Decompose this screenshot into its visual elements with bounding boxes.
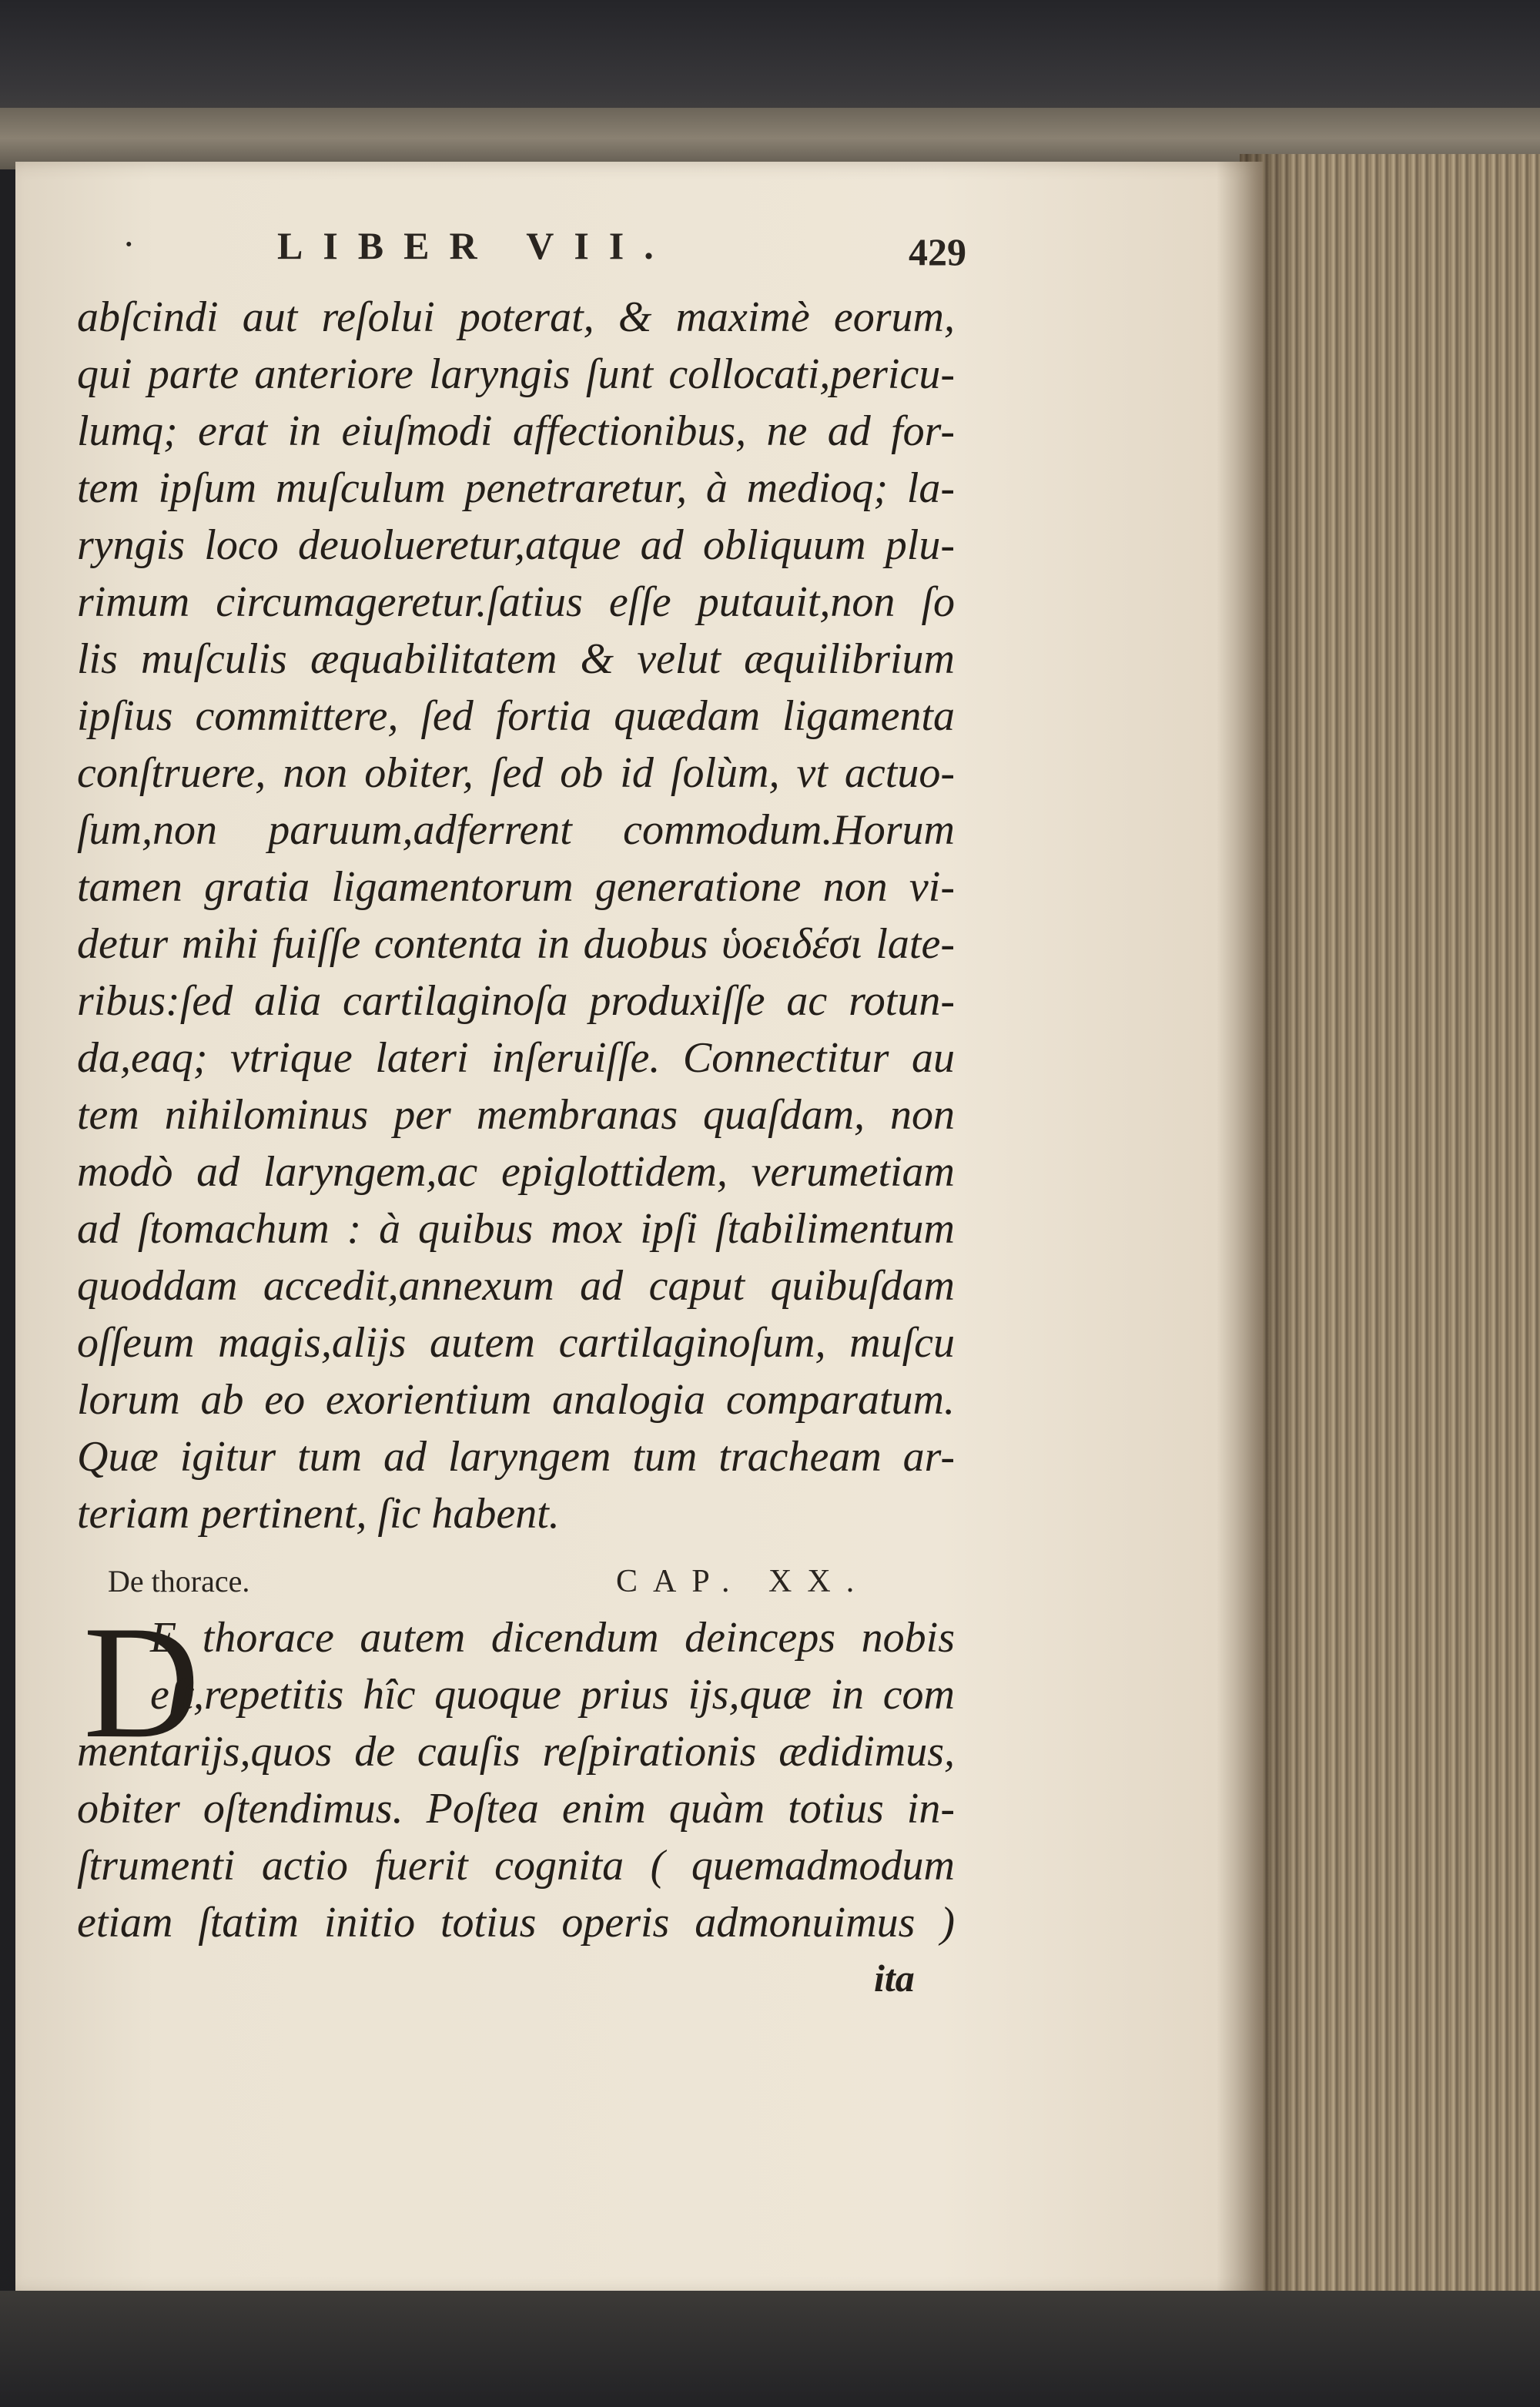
running-title: LIBER VII.	[277, 224, 674, 267]
header-mark: ·	[123, 223, 135, 265]
text-line: rimum circumageretur.ſatius eſſe putauit,non ſo	[77, 578, 955, 626]
text-line: qui parte anteriore laryngis ſunt collocati,pericu-	[77, 350, 955, 398]
text-line: teriam pertinent, ſic habent.	[77, 1490, 560, 1538]
chapter-label: CAP. XX.	[616, 1564, 870, 1599]
text-line: lumq; erat in eiuſmodi affectionibus, ne ad for-	[77, 407, 955, 455]
text-line: ryngis loco deuolueretur,atque ad obliquum plu-	[77, 521, 955, 569]
drop-cap-initial: D	[83, 1593, 200, 1772]
text-line: E thorace autem dicendum deinceps nobis	[150, 1614, 955, 1662]
text-line: obiter oſtendimus. Poſtea enim quàm totius in-	[77, 1785, 955, 1833]
chapter-text	[77, 1593, 955, 1951]
chapter-heading	[108, 1563, 955, 1609]
text-line: eſt,repetitis hîc quoque prius ijs,quæ in com	[150, 1671, 955, 1719]
text-line: lis muſculis æquabilitatem & velut æquilibrium	[77, 635, 955, 683]
body-text	[77, 289, 955, 1542]
text-line: tamen gratia ligamentorum generatione non vi-	[77, 863, 955, 911]
text-line: ad ſtomachum : à quibus mox ipſi ſtabilimentum	[77, 1205, 955, 1253]
catchword: ita	[874, 1957, 915, 2000]
text-line: Quæ igitur tum ad laryngem tum tracheam ar-	[77, 1433, 955, 1481]
dark-backdrop-bottom	[0, 2291, 1540, 2407]
page-number: 429	[909, 230, 966, 273]
text-line: ſtrumenti actio fuerit cognita ( quemadmodum	[77, 1842, 955, 1890]
text-line: abſcindi aut reſolui poterat, & maximè eorum,	[77, 293, 955, 341]
text-line: tem nihilominus per membranas quaſdam, non	[77, 1091, 955, 1139]
text-line: quoddam accedit,annexum ad caput quibuſdam	[77, 1262, 955, 1310]
page-fold-shadow	[1217, 162, 1263, 2295]
page-header	[108, 223, 1001, 293]
text-line: conſtruere, non obiter, ſed ob id ſolùm, vt actuo-	[77, 749, 955, 797]
text-line: detur mihi fuiſſe contenta in duobus ὑοειδέσι late-	[77, 920, 955, 968]
text-line: tem ipſum muſculum penetraretur, à medioq; la-	[77, 464, 955, 512]
text-line: lorum ab eo exorientium analogia comparatum.	[77, 1376, 955, 1424]
text-line: da,eaq; vtrique lateri inſeruiſſe. Connectitur au	[77, 1034, 955, 1082]
text-line: ribus:ſed alia cartilaginoſa produxiſſe ac rotun-	[77, 977, 955, 1025]
text-line: modò ad laryngem,ac epiglottidem, verumetiam	[77, 1148, 955, 1196]
text-line: etiam ſtatim initio totius operis admonuimus )	[77, 1899, 955, 1947]
text-line: oſſeum magis,alijs autem cartilaginoſum, muſcu	[77, 1319, 955, 1367]
text-line: ſum,non paruum,adferrent commodum.Horum	[77, 806, 955, 854]
text-line: mentarijs,quos de cauſis reſpirationis ædidimus,	[77, 1728, 955, 1776]
text-line: ipſius committere, ſed fortia quædam ligamenta	[77, 692, 955, 740]
marginal-title: De thorace.	[108, 1564, 250, 1599]
